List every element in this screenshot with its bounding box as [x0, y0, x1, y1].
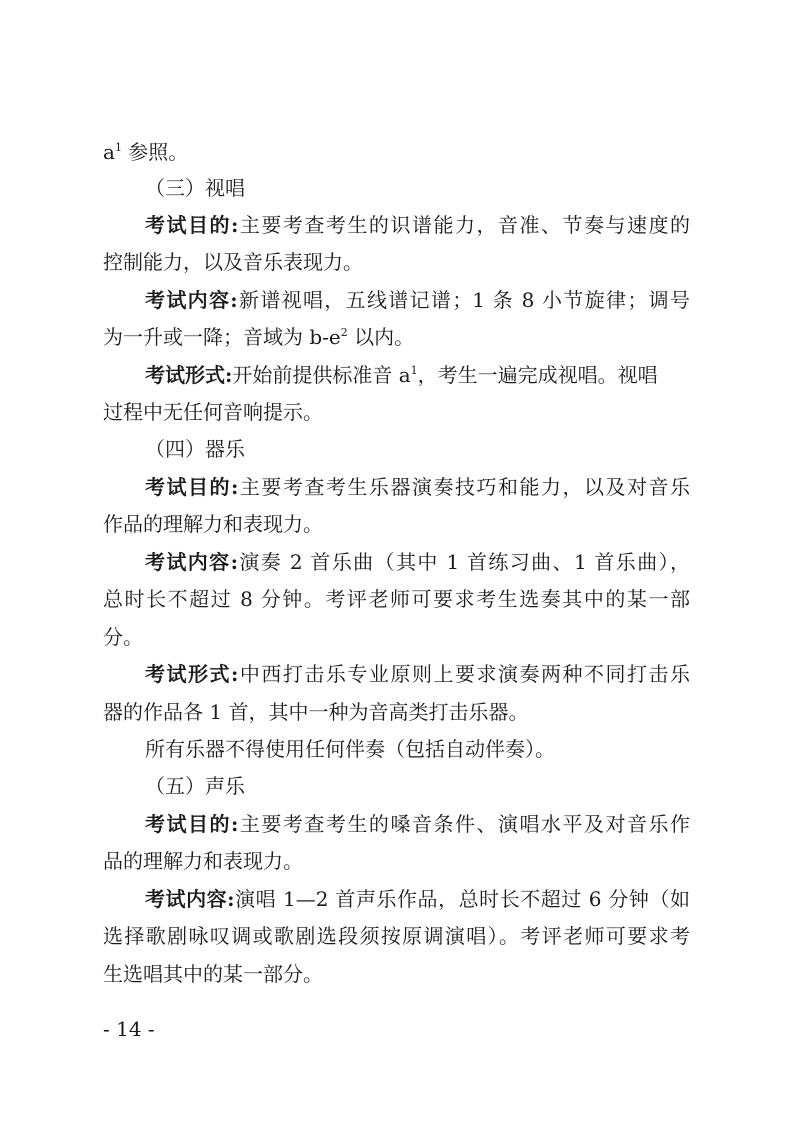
line-text: 主要考查考生的识谱能力，音准、节奏与速度的: [238, 213, 690, 237]
line-text: 主要考查考生乐器演奏技巧和能力，以及对音乐: [238, 475, 690, 499]
field-label: 考试目的:: [145, 213, 239, 237]
field-label: 考试内容:: [145, 887, 235, 911]
field-label: 考试形式:: [145, 363, 233, 387]
field-label: 考试形式:: [145, 662, 239, 686]
line-text: 演奏 2 首乐曲（其中 1 首练习曲、1 首乐曲），: [237, 550, 690, 574]
paragraph-line: 品的理解力和表现力。: [103, 849, 303, 873]
paragraph-line: 控制能力，以及音乐表现力。: [103, 250, 363, 274]
field-label: 考试目的:: [145, 475, 239, 499]
paragraph-line: 作品的理解力和表现力。: [103, 512, 323, 536]
paragraph-line: 考试形式:开始前提供标准音 $a^1$，考生一遍完成视唱。视唱: [145, 363, 658, 387]
section-heading: （五）声乐: [145, 774, 245, 798]
line-text: 为一升或一降；音域为 b-e: [103, 325, 341, 349]
paragraph-line: 分。: [103, 625, 143, 649]
line-text: ，考生一遍完成视唱。视唱: [417, 363, 658, 387]
line-text: 主要考查考生的嗓音条件、演唱水平及对音乐作: [238, 812, 690, 836]
paragraph-line: 生选唱其中的某一部分。: [103, 962, 323, 986]
paragraph-line: 选择歌剧咏叹调或歌剧选段须按原调演唱）。考评老师可要求考: [103, 924, 690, 948]
paragraph-line: 为一升或一降；音域为 $b-e^2$ 以内。: [103, 325, 415, 349]
line-text: 中西打击乐专业原则上要求演奏两种不同打击乐: [238, 662, 690, 686]
page-number: - 14 -: [103, 1017, 155, 1041]
paragraph-line: [145, 658, 690, 690]
line-text: 演唱 1—2 首声乐作品，总时长不超过 6 分钟（如: [234, 887, 690, 911]
paragraph-line: 器的作品各 1 首，其中一种为音高类打击乐器。: [103, 700, 529, 724]
paragraph-line: [145, 883, 690, 915]
paragraph-line: 过程中无任何音响提示。: [103, 400, 323, 424]
text-line: $a^1$ 参照。: [103, 140, 189, 164]
paragraph-line: 总时长不超过 8 分钟。考评老师可要求考生选奏其中的某一部: [103, 587, 690, 611]
section-heading: （四）器乐: [145, 437, 245, 461]
line-text: 新谱视唱，五线谱记谱；1 条 8 小节旋律；调号: [237, 288, 690, 312]
line-text: 以内。: [354, 325, 415, 349]
line-text: 开始前提供标准音 a: [232, 363, 411, 387]
paragraph-line: [145, 471, 690, 503]
paragraph-line: [145, 284, 690, 316]
field-label: 考试目的:: [145, 812, 239, 836]
field-label: 考试内容:: [145, 288, 238, 312]
section-heading: （三）视唱: [145, 176, 245, 200]
line-text: 参照。: [128, 140, 189, 164]
paragraph-line: [145, 546, 690, 578]
paragraph-line: [145, 808, 690, 840]
paragraph-line: 所有乐器不得使用任何伴奏（包括自动伴奏）。: [145, 737, 555, 761]
paragraph-line: [145, 209, 690, 241]
field-label: 考试内容:: [145, 550, 238, 574]
